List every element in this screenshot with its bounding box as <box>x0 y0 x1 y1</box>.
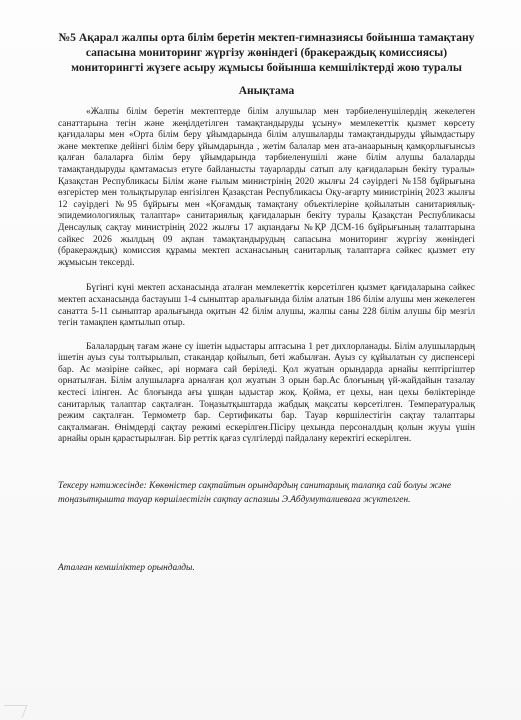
document-title: №5 Ақарал жалпы орта білім беретін мектеп-гимназиясы бойынша тамақтану сапасына мониторинг жүргізу жөніндегі (бракераждық комиссиясы) мониторингті жүзеге асыру жұмысы бойынша кемшіліктерді жою туралы <box>58 31 475 74</box>
resolution-footer: Аталған кемшіліктер орындалды. <box>58 563 195 574</box>
document-subtitle: Анықтама <box>238 85 295 97</box>
paragraph-students: Бүгінгі күні мектеп асханасында аталған мемлекеттік көрсетілген қызмет қағидаларына сәйкес мектеп асханасында бастауыш 1-4 сыныптар аралығында білім алатын 186 білім алушы мен жекелеген санатта 5-11 сыныптар аралығында оқитын 42 білім алушы, жалпы саны 228 білім алушы бір мезгіл тегін тамақпен қамтылып отыр. <box>58 283 475 329</box>
paragraph-regulations: «Жалпы білім беретін мектептерде білім алушылар мен тәрбиеленушілердің жекелеген санаттарына тегін және жеңілдетілген тамақтандыруды ұсыну» мемлекеттік қызмет көрсету қағидалары мен «Орта білім беру ұйымдарында білім алушыларды тамақтандыруды ұйымдастыру және мектепке дейінгі білім беру ұйымдарында , жетім балалар мен ата-анаарының қамқорлығынсыз қалған балаларға білім беру ұйымдарында тәрбиеленушілі және білім алушы балаларды тамақтандыруды қамтамасыз етуге байланысты тауарларды сатып алу қағидаларын бекіту туралы» Қазақстан Республикасы Білім және ғылым министрінің 2020 жылғы 24 сәуірдегі №158 бұйрығына өзгерістер мен толықтырулар енгізілген Қазақстан Республикасы Оқу-ағарту министрінің 2023 жылғы 12 сәуірдегі №95 бұйрығы мен «Қоғамдық тамақтану объектілеріне қойылатын санитариялық-эпидемиологиялық талаптар» санитариялық қағидаларын бекіту туралы Қазақстан Республикасы Денсаулық сақтау министрінің 2022 жылғы 17 ақпандағы №ҚР ДСМ-16 бұйрығының талаптарына сәйкес 2026 жылдың 09 ақпан тамақтандырудың сапасына мониторинг жүргізу жөніндегі (бракераждық) комиссия құрамы мектеп асханасының санитарлық талаптарға сәйкес қызмет ету жұмысын тексерді. <box>58 107 475 268</box>
inspection-result-note: Тексеру нәтижесінде: Көкөністер сақтайтын орындардың санитарлық талапқа сай болуы және тоңазытқышта тауар көршілестігін сақтау аспазшы Э.Абдумуталиеваға жүктелген. <box>58 481 452 505</box>
paragraph-inspection-details: Балалардың тағам және су ішетін ыдыстары аптасына 1 рет дихлорланады. Білім алушылардың ішетін ауыз суы толтырылып, стакандар қойылып, беті жабылған. Ауыз су құйылатын су диспенсері бар. Ас мәзіріне сәйкес, әрі нормаға сай беріледі. Қол жуатын орындарда арнайы кептіргіштер орнатылған. Білім алушыларға арналған қол жуатын 3 орын бар.Ас блоғының үй-жайдайын тазалау кестесі ілінген. Ас блоғында ағы ұшқан ыдыстар жоқ. Қойма, ет цехы, нан цехы бөліктерінде санитарлық талаптар сақталған. Тоңазытқыштарда жабдық мақсаты көрсетілген. Температуралық режим сақталған. Термометр бар. Сертификаты бар. Тауар көршілестігін сақтау талаптары сақталмаған. Өнімдерді сақтау режимі ескерілген.Пісіру цехында персоналдың қолын жууы үшін арнайы орын қарастырылған. Бір реттік қағаз сүлгілерді пайдалану керектігі ескерілген. <box>58 341 475 445</box>
page-corner-mark <box>0 705 27 718</box>
